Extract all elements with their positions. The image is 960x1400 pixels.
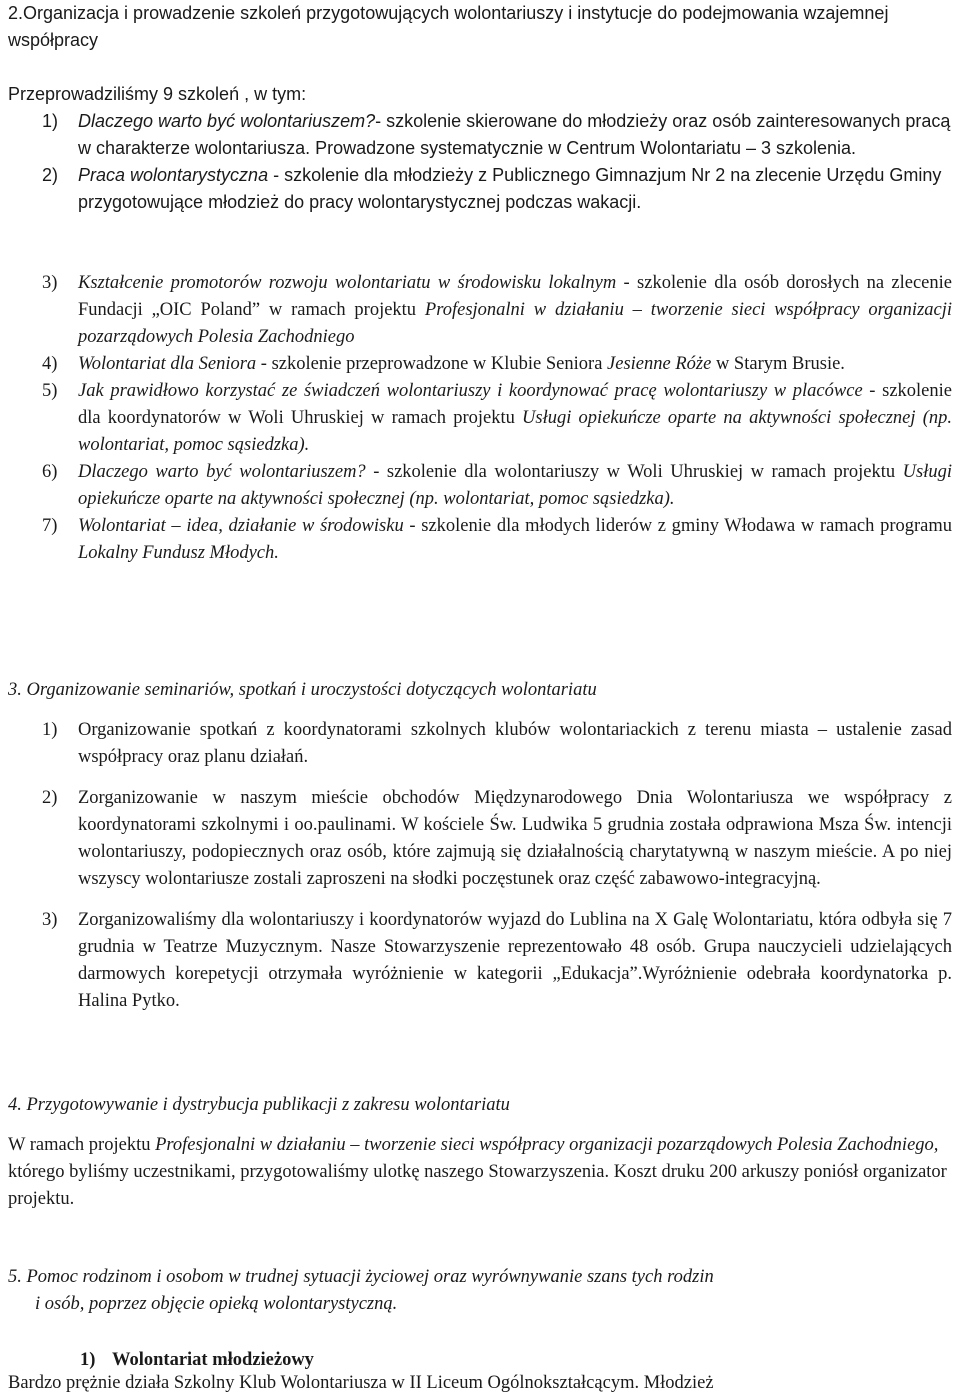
section-5 [8, 1264, 952, 1397]
list-item: 7) Wolontariat – idea, działanie w środowisku - szkolenie dla młodych liderów z gminy Włodawa w ramach programu Lokalny Fundusz Młodych. [42, 516, 952, 563]
section-2 [8, 0, 952, 216]
section-2-intro: Przeprowadziliśmy 9 szkoleń , w tym: [8, 84, 307, 104]
section-2-heading: 2.Organizacja i prowadzenie szkoleń przygotowujących wolontariuszy i instytucje do podejmowania wzajemnej współpracy [8, 3, 889, 50]
section-5-heading-cont: i osób, poprzez objęcie opieką wolontarystyczną. [35, 1294, 398, 1314]
section-3 [8, 677, 952, 1015]
list-item: 3) Zorganizowaliśmy dla wolontariuszy i koordynatorów wyjazd do Lublina na X Galę Wolontariatu, która odbyła się 7 grudnia w Teatrze Muzycznym. Nasze Stowarzyszenie reprezentowało 48 osób. Grupa nauczycieli udzielających darmowych korepetycji otrzymała wyróżnienie w kategorii „Edukacja”.Wyróżnienie odebrała koordynatorka p. Halina Pytko. [42, 910, 952, 1011]
list-item: 1) Organizowanie spotkań z koordynatorami szkolnych klubów wolontariackich z terenu miasta – ustalenie zasad współpracy oraz planu działań. [42, 720, 952, 767]
list-item: 4) Wolontariat dla Seniora - szkolenie przeprowadzone w Klubie Seniora Jesienne Róże w Starym Brusie. [42, 354, 845, 374]
list-item: 5) Jak prawidłowo korzystać ze świadczeń wolontariuszy i koordynować pracę wolontariuszy w placówce - szkolenie dla koordynatorów w Woli Uhruskiej w ramach projektu Usługi opiekuńcze oparte na aktywności społecznej (np. wolontariat, pomoc sąsiedzka). [42, 381, 952, 455]
section-2-list-cont [8, 270, 952, 567]
list-item: 2) Zorganizowanie w naszym mieście obchodów Międzynarodowego Dnia Wolontariusza we współpracy z koordynatorami szkolnymi i oo.paulinami. W kościele Św. Ludwika 5 grudnia została odprawiona Msza Św. intencji wolontariuszy, podopiecznych oraz osób, które zajmują się działalnością charytatywną w naszym mieście. A po niej wszyscy wolontariusze zostali zaproszeni na słodki poczęstunek oraz część zabawowo-integracyjną. [42, 788, 952, 889]
section-4-heading: 4. Przygotowywanie i dystrybucja publikacji z zakresu wolontariatu [8, 1095, 510, 1115]
section-5-last-line: Bardzo prężnie działa Szkolny Klub Wolontariusza w II Liceum Ogólnokształcącym. Młodzież [8, 1373, 714, 1393]
section-4-paragraph: W ramach projektu Profesjonalni w działaniu – tworzenie sieci współpracy organizacji pozarządowych Polesia Zachodniego, którego byliśmy uczestnikami, przygotowaliśmy ulotkę naszego Stowarzyszenia. Koszt druku 200 arkuszy poniósł organizator projektu. [8, 1135, 947, 1209]
list-item: 2) Praca wolontarystyczna - szkolenie dla młodzieży z Publicznego Gimnazjum Nr 2 na zlecenie Urzędu Gminy przygotowujące młodzież do pracy wolontarystycznej podczas wakacji. [42, 165, 942, 212]
list-item: 1) Dlaczego warto być wolontariuszem?- szkolenie skierowane do młodzieży oraz osób zainteresowanych pracą w charakterze wolontariusza. Prowadzone systematycznie w Centrum Wolontariatu – 3 szkolenia. [42, 111, 951, 158]
list-item: 6) Dlaczego warto być wolontariuszem? - szkolenie dla wolontariuszy w Woli Uhruskiej w ramach projektu Usługi opiekuńcze oparte na aktywności społecznej (np. wolontariat, pomoc sąsiedzka). [42, 462, 952, 509]
section-4 [8, 1092, 952, 1213]
section-2-cont [8, 270, 952, 567]
list-item: 3) Kształcenie promotorów rozwoju wolontariatu w środowisku lokalnym - szkolenie dla osób dorosłych na zlecenie Fundacji „OIC Poland” w ramach projektu Profesjonalni w działaniu – tworzenie sieci współpracy organizacji pozarządowych Polesia Zachodniego [42, 273, 953, 347]
section-3-list [8, 717, 952, 1015]
section-5-heading: 5. Pomoc rodzinom i osobom w trudnej sytuacji życiowej oraz wyrównywanie szans tych rodzin [8, 1267, 714, 1287]
section-3-heading: 3. Organizowanie seminariów, spotkań i uroczystości dotyczących wolontariatu [8, 680, 597, 700]
section-5-subheading: 1) Wolontariat młodzieżowy [80, 1350, 314, 1370]
section-2-list [8, 108, 952, 216]
